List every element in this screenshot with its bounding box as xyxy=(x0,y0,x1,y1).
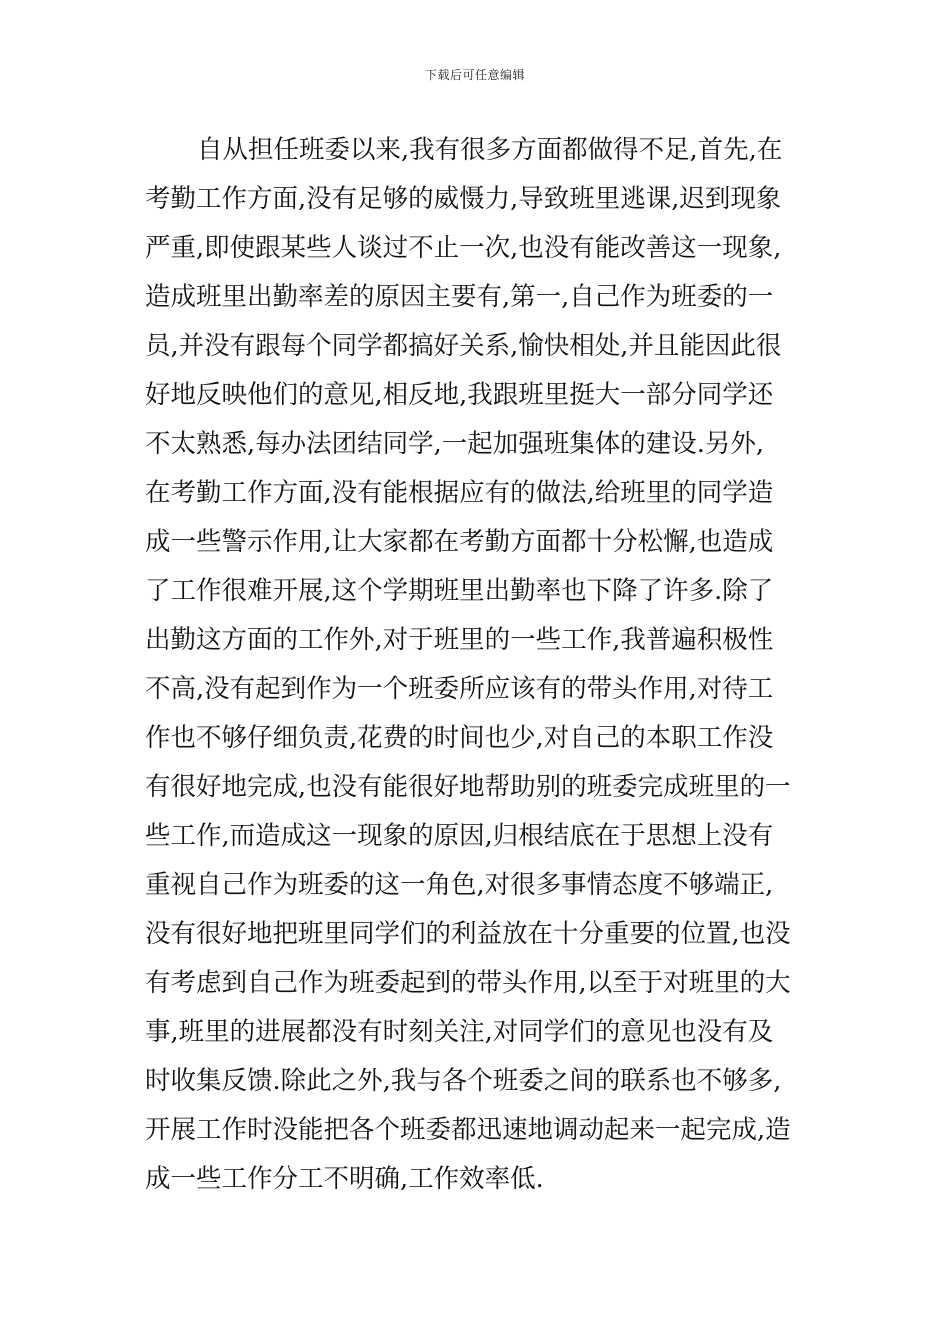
body-paragraph xyxy=(145,126,813,1204)
paragraph-line: 成一些工作分工不明确,工作效率低. xyxy=(145,1164,544,1194)
paragraph-line: 成一些警示作用,让大家都在考勤方面都十分松懈,也造成 xyxy=(145,527,774,557)
paragraph-line: 好地反映他们的意见,相反地,我跟班里挺大一部分同学还 xyxy=(145,380,774,410)
paragraph-line: 严重,即使跟某些人谈过不止一次,也没有能改善这一现象, xyxy=(145,233,782,263)
paragraph-line: 开展工作时没能把各个班委都迅速地调动起来一起完成,造 xyxy=(145,1115,791,1145)
paragraph-line: 时收集反馈.除此之外,我与各个班委之间的联系也不够多, xyxy=(145,1066,782,1096)
paragraph-line: 造成班里出勤率差的原因主要有,第一,自己作为班委的一 xyxy=(145,282,774,312)
paragraph-line: 了工作很难开展,这个学期班里出勤率也下降了许多.除了 xyxy=(145,576,774,606)
paragraph-line: 有很好地完成,也没有能很好地帮助别的班委完成班里的一 xyxy=(145,772,791,802)
paragraph-line: 重视自己作为班委的这一角色,对很多事情态度不够端正, xyxy=(145,870,774,900)
paragraph-line: 出勤这方面的工作外,对于班里的一些工作,我普遍积极性 xyxy=(145,625,774,655)
paragraph-line: 事,班里的进展都没有时刻关注,对同学们的意见也没有及 xyxy=(145,1017,774,1047)
paragraph-line: 员,并没有跟每个同学都搞好关系,愉快相处,并且能因此很 xyxy=(145,331,782,361)
header-note: 下载后可任意编辑 xyxy=(424,68,525,82)
paragraph-line: 没有很好地把班里同学们的利益放在十分重要的位置,也没 xyxy=(145,919,791,949)
paragraph-line: 些工作,而造成这一现象的原因,归根结底在于思想上没有 xyxy=(145,821,774,851)
paragraph-line: 自从担任班委以来,我有很多方面都做得不足,首先,在 xyxy=(197,135,783,165)
paragraph-line: 不太熟悉,每办法团结同学,一起加强班集体的建设.另外, xyxy=(145,429,764,459)
paragraph-line: 作也不够仔细负责,花费的时间也少,对自己的本职工作没 xyxy=(145,723,774,753)
paragraph-line: 在考勤工作方面,没有能根据应有的做法,给班里的同学造 xyxy=(145,478,774,508)
paragraph-line: 有考虑到自己作为班委起到的带头作用,以至于对班里的大 xyxy=(145,968,791,998)
paragraph-line: 不高,没有起到作为一个班委所应该有的带头作用,对待工 xyxy=(145,674,774,704)
paragraph-line: 考勤工作方面,没有足够的威慑力,导致班里逃课,迟到现象 xyxy=(145,184,782,214)
